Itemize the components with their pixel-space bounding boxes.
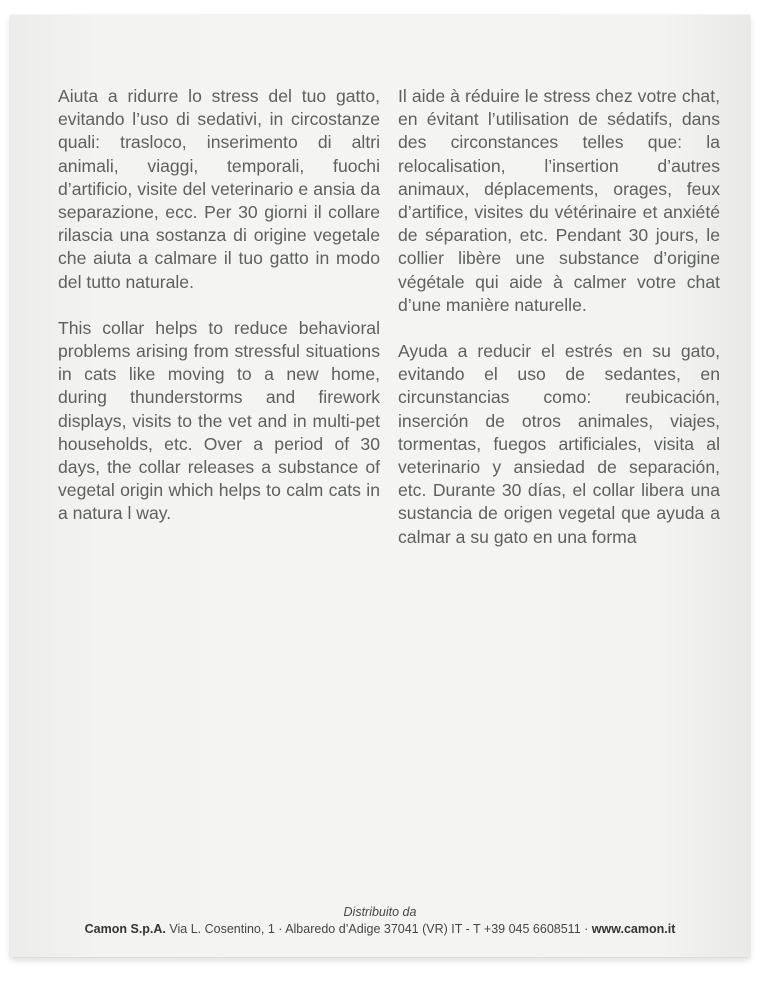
distributor-footer: [10, 904, 750, 938]
company-name: Camon S.p.A.: [84, 922, 166, 936]
left-text-column: [58, 85, 380, 549]
right-text-column: [398, 85, 720, 572]
french-description: Il aide à réduire le stress chez votre chat, en évitant l’utilisation de sédatifs, dans des circonstances telles que: la relocalisation, l’insertion d’autres animaux, déplacements, orages, feux d’artifice, visites du vétérinaire et anxiété de séparation, etc. Pendant 30 jours, le collier libère une substance d’origine végétale qui aide à calmer votre chat d’une manière naturelle.: [398, 86, 720, 315]
english-description: This collar helps to reduce behavioral problems arising from stressful situations in cats like moving to a new home, during thunderstorms and firework displays, visits to the vet and in multi-pet households, etc. Over a period of 30 days, the collar releases a substance of vegetal origin which helps to calm cats in a natura l way.: [58, 317, 380, 524]
spanish-description: Ayuda a reducir el estrés en su gato, evitando el uso de sedantes, en circunstancias como: reubicación, inserción de otros animales, viajes, tormentas, fuegos artificiales, visita al veterinario y ansiedad de separación, etc. Durante 30 días, el collar libera una sustancia de origen vegetal que ayuda a calmar a su gato en una forma: [398, 341, 720, 547]
package-back-panel: [10, 15, 750, 957]
distributed-by-label: Distribuito da: [343, 905, 417, 919]
company-website: www.camon.it: [591, 922, 676, 936]
company-address: Via L. Cosentino, 1 · Albaredo d’Adige 37041 (VR) IT - T +39 045 6608511 ·: [165, 922, 592, 936]
distributor-address-line: [10, 920, 750, 938]
italian-description: Aiuta a ridurre lo stress del tuo gatto, evitando l’uso di sedativi, in circostanze quali: trasloco, inserimento di altri animali, viaggi, temporali, fuochi d’artificio, visite del veterinario e ansia da separazione, ecc. Per 30 giorni il collare rilascia una sostanza di origine vegetale che aiuta a calmare il tuo gatto in modo del tutto naturale.: [58, 86, 380, 292]
